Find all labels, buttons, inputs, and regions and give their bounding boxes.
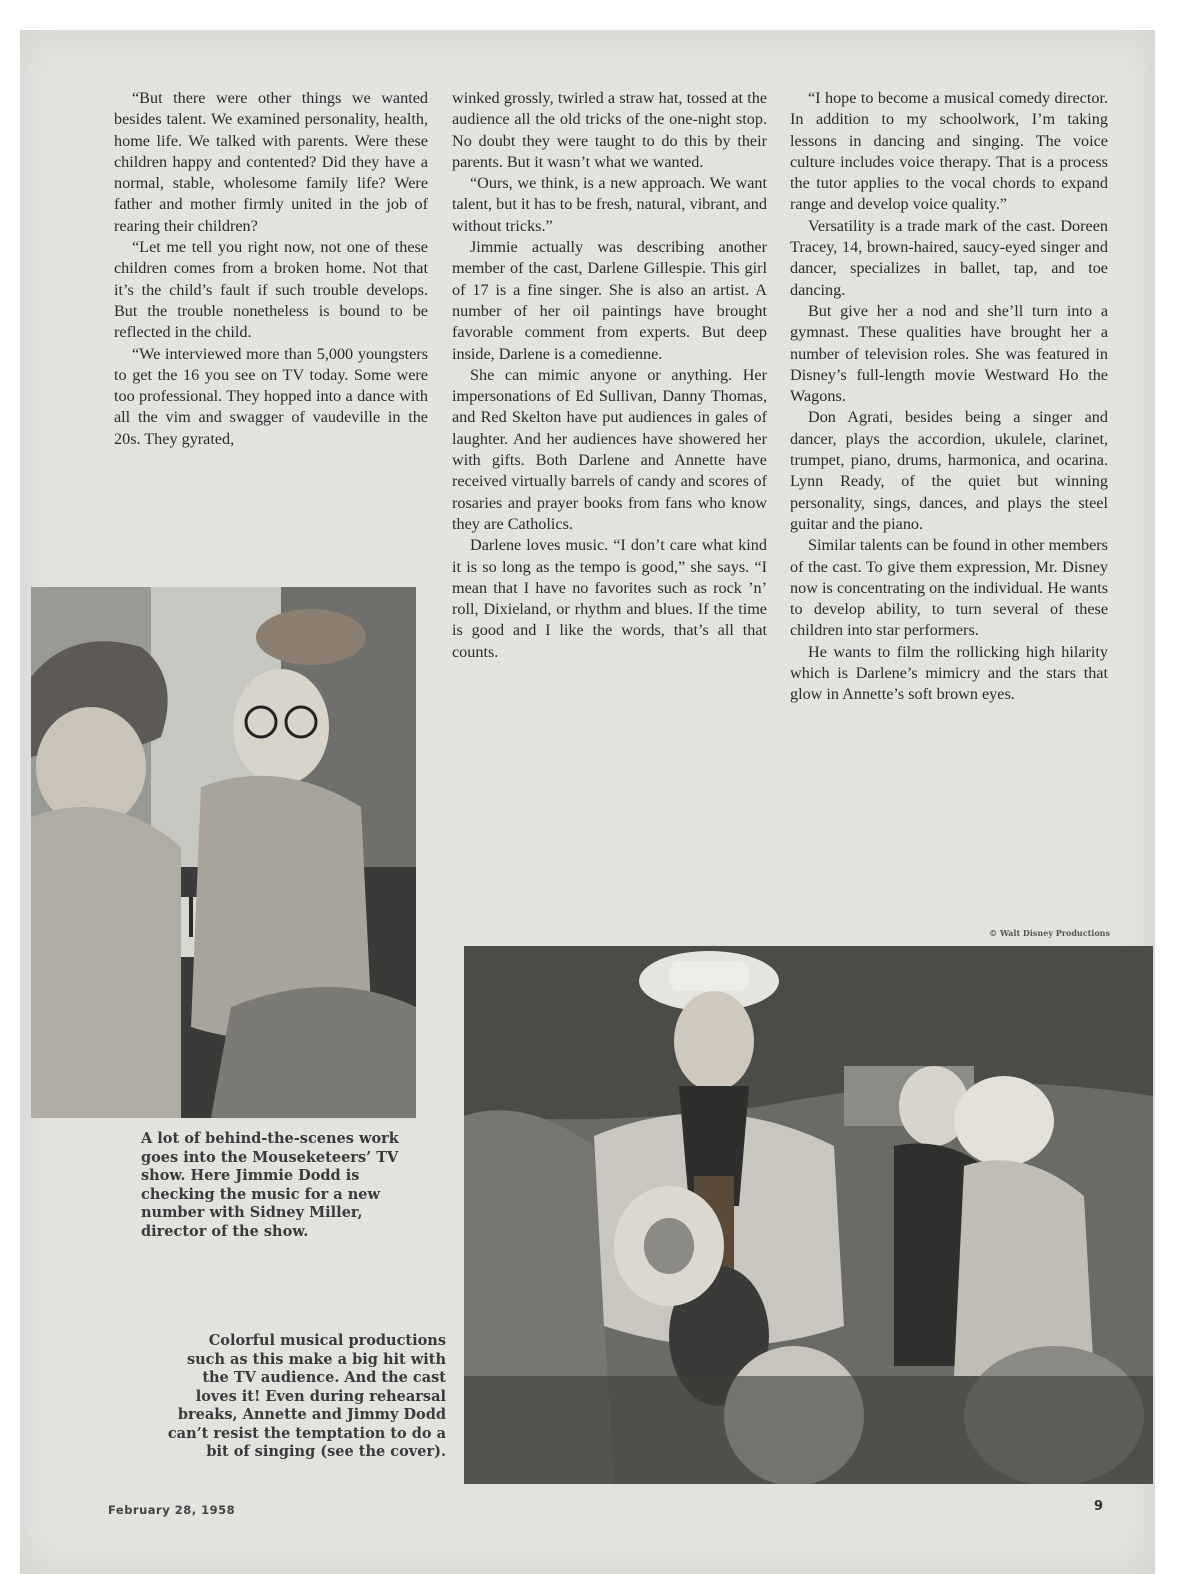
article-column-1 xyxy=(114,88,428,450)
page-number: 9 xyxy=(1094,1499,1104,1514)
paragraph: Versatility is a trade mark of the cast. Doreen Tracey, 14, brown-haired, saucy-eyed singer and dancer, specializes in ballet, tap, and toe dancing. xyxy=(790,216,1108,299)
paragraph: “I hope to become a musical comedy director. In addition to my schoolwork, I’m taking lessons in dancing and singing. The voice culture includes voice therapy. That is a process the tutor applies to the vocal chords to expand range and develop voice quality.” xyxy=(790,89,1108,214)
photo-piano-rehearsal-image xyxy=(31,587,416,1118)
article-column-3 xyxy=(790,88,1108,706)
paragraph: He wants to film the rollicking high hilarity which is Darlene’s mimicry and the stars that glow in Annette’s soft brown eyes. xyxy=(790,642,1108,704)
photo-musical-production xyxy=(464,946,1153,1484)
paragraph: “We interviewed more than 5,000 youngsters to get the 16 you see on TV today. Some were too professional. They hopped into a dance with all the vim and swagger of vaudeville in the 20s. They gyrated, xyxy=(114,344,428,448)
paragraph: Darlene loves music. “I don’t care what kind it is so long as the tempo is good,” she says. “I mean that I have no favorites such as rock ’n’ roll, Dixieland, or rhythm and blues. If the time is good and I like the words, that’s all that counts. xyxy=(452,536,767,661)
paragraph: winked grossly, twirled a straw hat, tossed at the audience all the old tricks of the one-night stop. No doubt they were taught to do this by their parents. But it wasn’t what we wanted. xyxy=(452,89,767,171)
article-column-2 xyxy=(452,88,767,663)
paragraph: But give her a nod and she’ll turn into a gymnast. These qualities have brought her a number of television roles. She was featured in Disney’s full-length movie Westward Ho the Wagons. xyxy=(790,301,1108,406)
paragraph: Don Agrati, besides being a singer and dancer, plays the accordion, ukulele, clarinet, trumpet, piano, drums, harmonica, and ocarina. Lynn Ready, of the quiet but winning personality, sings, dances, and plays the steel guitar and the piano. xyxy=(790,408,1108,533)
photo-piano-rehearsal xyxy=(31,587,416,1118)
photo-musical-production-image xyxy=(464,946,1153,1484)
paragraph: “Ours, we think, is a new approach. We want talent, but it has to be fresh, natural, vibrant, and without tricks.” xyxy=(452,174,767,235)
photo-musical-caption: Colorful musical productions such as this make a big hit with the TV audience. And the cast loves it! Even during rehearsal breaks, Annette and Jimmy Dodd can’t resist the temptation to do a bit of singing (see the cover). xyxy=(167,1332,446,1460)
issue-date: February 28, 1958 xyxy=(108,1503,236,1517)
paragraph: She can mimic anyone or anything. Her impersonations of Ed Sullivan, Danny Thomas, and Red Skelton have put audiences in gales of laughter. And her audiences have showered her with gifts. Both Darlene and Annette have received virtually barrels of candy and scores of rosaries and prayer books from fans who know they are Catholics. xyxy=(452,365,767,533)
paragraph: “Let me tell you right now, not one of these children comes from a broken home. Not that it’s the child’s fault if such trouble develops. But the trouble nonetheless is bound to be reflected in the child. xyxy=(114,238,428,342)
paragraph: “But there were other things we wanted besides talent. We examined personality, health, home life. We talked with parents. Were these children happy and contented? Did they have a normal, stable, wholesome family life? Were father and mother firmly united in the job of rearing their children? xyxy=(114,89,428,235)
photo-piano-caption: A lot of behind-the-scenes work goes into the Mouseketeers’ TV show. Here Jimmie Dodd is checking the music for a new number with Sidney Miller, director of the show. xyxy=(141,1130,399,1240)
paragraph: Similar talents can be found in other members of the cast. To give them expression, Mr. Disney now is concentrating on the individual. He wants to develop ability, to turn several of these children into star performers. xyxy=(790,536,1108,640)
photo-credit: © Walt Disney Productions xyxy=(989,928,1110,938)
paragraph: Jimmie actually was describing another member of the cast, Darlene Gillespie. This girl of 17 is a fine singer. She is also an artist. A number of her oil paintings have brought favorable comment from experts. But deep inside, Darlene is a comedienne. xyxy=(452,238,767,363)
